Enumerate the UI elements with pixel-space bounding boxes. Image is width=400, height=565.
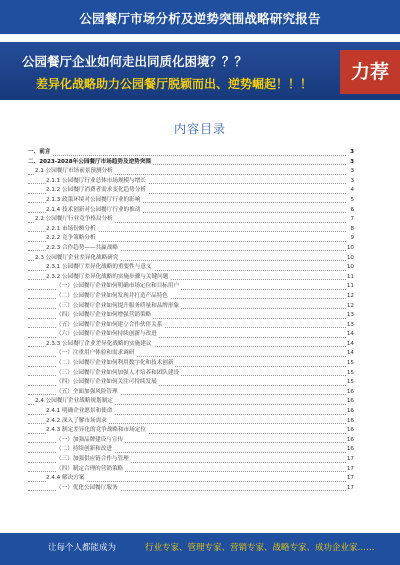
toc-entry-page: 11 xyxy=(346,273,354,283)
toc-entry-text: （一）注重用户体验和需求调研 xyxy=(56,349,136,359)
toc-entry[interactable] xyxy=(28,359,354,369)
toc-entry-page: 3 xyxy=(346,158,354,168)
toc-entry-text: （二）公园餐厅企业如何发现并打造产品特色 xyxy=(56,292,170,302)
report-title: 公园餐厅市场分析及逆势突围战略研究报告 xyxy=(79,11,321,26)
toc-entry[interactable] xyxy=(28,455,354,465)
toc-entry[interactable] xyxy=(28,369,354,379)
toc-entry-text: （一）优化公园餐厅服务 xyxy=(56,484,120,494)
toc-entry[interactable] xyxy=(28,417,354,427)
toc-entry-text: 一、前言 xyxy=(28,148,52,158)
toc-entry[interactable] xyxy=(28,436,354,446)
toc-entry-text: （四）制定合理的营销策略 xyxy=(56,465,125,475)
toc-entry-text: 2.2.2 竞争策略分析 xyxy=(46,234,98,244)
toc-title: 内容目录 xyxy=(173,122,226,136)
toc-entry-text: （四）公园餐厅企业如何增强营销策略 xyxy=(56,311,153,321)
toc-entry[interactable] xyxy=(28,484,354,494)
toc-entry-page: 10 xyxy=(346,254,354,264)
toc-entry-page: 17 xyxy=(346,465,354,475)
toc-entry[interactable] xyxy=(28,330,354,340)
toc-entry-page: 3 xyxy=(346,148,354,158)
toc-entry[interactable] xyxy=(28,148,354,158)
toc-entry-text: （五）公园餐厅企业如何建立合作伙伴关系 xyxy=(56,321,164,331)
toc-entry-text: （三）公园餐厅企业如何提升服务质量和品牌形象 xyxy=(56,302,181,312)
footer-bar xyxy=(0,533,400,565)
toc-entry-page: 16 xyxy=(346,436,354,446)
toc-entry[interactable] xyxy=(28,167,354,177)
header-bar xyxy=(0,0,400,34)
toc-entry-page: 14 xyxy=(346,349,354,359)
toc-entry-text: （一）公园餐厅企业如何明确市场定位和目标用户 xyxy=(56,282,181,292)
toc-entry[interactable] xyxy=(28,340,354,350)
toc-entry-text: （三）公园餐厅企业如何加强人才培养和团队建设 xyxy=(56,369,181,379)
toc-entry[interactable] xyxy=(28,225,354,235)
toc-entry-page: 10 xyxy=(346,263,354,273)
toc-entry[interactable] xyxy=(28,311,354,321)
toc-entry-text: 2.1 公园餐厅市场前景预测分析 xyxy=(35,167,115,177)
banner-subline: 差异化战略助力公园餐厅脱颖而出、逆势崛起！！！ xyxy=(36,77,313,91)
toc-entry[interactable] xyxy=(28,273,354,283)
toc-leader-dots xyxy=(28,155,346,156)
toc-entry-text: 2.1.1 公园餐厅行业总体市场规模与增长 xyxy=(46,177,148,187)
toc-entry-text: 2.2.1 市场份额分析 xyxy=(46,225,98,235)
toc-entry-page: 10 xyxy=(346,244,354,254)
toc-entry-page: 16 xyxy=(346,388,354,398)
toc-entry-text: （二）持续创新和改进 xyxy=(56,445,114,455)
toc-entry-text: 2.2.3 合作趋势——共赢战略 xyxy=(46,244,120,254)
toc-entry[interactable] xyxy=(28,349,354,359)
toc-entry[interactable] xyxy=(28,244,354,254)
toc-entry[interactable] xyxy=(28,186,354,196)
toc-entry-page: 16 xyxy=(346,407,354,417)
toc-entry-text: 二、2023-2028年公园餐厅市场趋势及逆势突围 xyxy=(28,158,153,168)
toc-entry-page: 7 xyxy=(346,215,354,225)
toc-entry[interactable] xyxy=(28,378,354,388)
toc-entry-text: 2.4.2 深入了解市场需求 xyxy=(46,417,109,427)
toc-entry-page: 17 xyxy=(346,484,354,494)
toc-entry[interactable] xyxy=(28,206,354,216)
toc-entry[interactable] xyxy=(28,254,354,264)
toc-entry-page: 13 xyxy=(346,311,354,321)
toc-entry-text: （二）公园餐厅企业如何利用数字化和技术创新 xyxy=(56,359,175,369)
toc-entry[interactable] xyxy=(28,282,354,292)
table-of-contents xyxy=(28,148,354,493)
toc-entry[interactable] xyxy=(28,388,354,398)
toc-entry-page: 15 xyxy=(346,378,354,388)
toc-entry-text: 2.1.2 公园餐厅消费者需求变化趋势分析 xyxy=(46,186,148,196)
toc-entry[interactable] xyxy=(28,196,354,206)
toc-entry-page: 16 xyxy=(346,426,354,436)
toc-entry-page: 15 xyxy=(346,359,354,369)
toc-entry-page: 16 xyxy=(346,445,354,455)
toc-entry[interactable] xyxy=(28,215,354,225)
toc-entry-page: 13 xyxy=(346,321,354,331)
toc-entry-page: 16 xyxy=(346,397,354,407)
toc-entry-page: 3 xyxy=(346,177,354,187)
banner-headline: 公园餐厅企业如何走出同质化困境？？？ xyxy=(22,54,248,69)
toc-entry-text: （一）加强品牌建设与宣传 xyxy=(56,436,125,446)
toc-entry[interactable] xyxy=(28,407,354,417)
toc-entry-text: 2.4.3 制定差异化的竞争战略和市场定位 xyxy=(46,426,148,436)
toc-entry-page: 12 xyxy=(346,302,354,312)
toc-entry-page: 9 xyxy=(346,234,354,244)
footer-slogan: 让每个人都能成为 xyxy=(48,543,117,553)
toc-entry-page: 5 xyxy=(346,196,354,206)
toc-entry-page: 12 xyxy=(346,292,354,302)
toc-entry-text: 2.3.1 公园餐厅差异化战略的重要性与意义 xyxy=(46,263,154,273)
toc-entry-text: （三）加强供应链合作与管理 xyxy=(56,455,131,465)
toc-entry-text: 2.3.3 公园餐厅企业差异化战略的实施建议 xyxy=(46,340,154,350)
toc-entry-text: 2.4.4 解决方案 xyxy=(46,474,86,484)
toc-entry[interactable] xyxy=(28,426,354,436)
toc-entry-page: 8 xyxy=(346,225,354,235)
toc-entry-page: 11 xyxy=(346,282,354,292)
toc-entry[interactable] xyxy=(28,302,354,312)
toc-entry-page: 15 xyxy=(346,369,354,379)
toc-entry[interactable] xyxy=(28,474,354,484)
toc-entry-page: 4 xyxy=(346,186,354,196)
toc-entry[interactable] xyxy=(28,321,354,331)
toc-entry[interactable] xyxy=(28,177,354,187)
toc-entry-text: 2.4.1 明确企业愿景和使命 xyxy=(46,407,114,417)
toc-entry-text: （六）公园餐厅企业如何持续创新与改进 xyxy=(56,330,159,340)
toc-entry[interactable] xyxy=(28,397,354,407)
toc-entry[interactable] xyxy=(28,445,354,455)
toc-entry-text: 2.4 公园餐厅企业战略规划制定 xyxy=(35,397,115,407)
toc-entry[interactable] xyxy=(28,465,354,475)
toc-entry-page: 16 xyxy=(346,417,354,427)
toc-entry-page: 17 xyxy=(346,455,354,465)
toc-entry-page: 3 xyxy=(346,167,354,177)
toc-entry-text: 2.1.3 政策环境对公园餐厅行业的影响 xyxy=(46,196,142,206)
toc-entry-text: 2.1.4 技术创新对公园餐厅行业的推动 xyxy=(46,206,142,216)
footer-roles: 行业专家、管理专家、营销专家、战略专家、成功企业家…… xyxy=(145,543,375,553)
toc-entry-page: 6 xyxy=(346,206,354,216)
toc-entry[interactable] xyxy=(28,158,354,168)
toc-entry[interactable] xyxy=(28,263,354,273)
toc-entry[interactable] xyxy=(28,292,354,302)
toc-entry[interactable] xyxy=(28,234,354,244)
toc-entry-text: （四）公园餐厅企业如何关注可持续发展 xyxy=(56,378,159,388)
toc-entry-text: 2.2 公园餐厅行业竞争格局分析 xyxy=(35,215,115,225)
toc-entry-text: 2.3 公园餐厅企业差异化战略研究 xyxy=(35,254,120,264)
toc-entry-text: （五）全面加强风险管理 xyxy=(56,388,120,398)
recommend-badge: 力荐 xyxy=(340,50,400,94)
toc-entry-page: 17 xyxy=(346,474,354,484)
toc-entry-page: 14 xyxy=(346,340,354,350)
toc-entry-text: 2.3.2 公园餐厅差异化战略的实施步骤与关键问题 xyxy=(46,273,170,283)
toc-entry-page: 14 xyxy=(346,330,354,340)
